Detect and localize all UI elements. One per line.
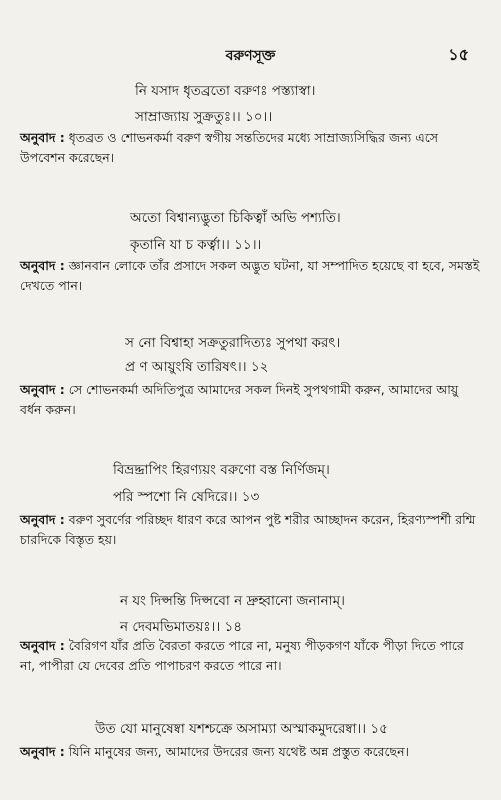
verse-13-translation [20,510,480,550]
translation-label: অনুবাদ : [20,638,65,653]
page-number: ১৫ [448,45,469,64]
verse-10-translation [20,128,480,168]
translation-label: অনুবাদ : [20,258,65,273]
translation-text: ধৃতব্রত ও শোভনকর্মা বরুণ স্বগীয় সন্ততিদের মধ্যে সাম্রাজ্যসিদ্ধির জন্য এসে উপবেশন করেছেন। [20,130,439,165]
verse-11-line-1: অতো বিশ্বান্যদ্ভুতা চিকিত্বাঁ অভি পশ্যতি। [130,210,341,226]
translation-label: অনুবাদ : [20,512,65,527]
translation-text: সে শোভনকর্মা অদিতিপুত্র আমাদের সকল দিনই সুপথগামী করুন, আমাদের আয়ু বর্ধন করুন। [20,382,459,417]
verse-10-line-1: নি যসাদ ধৃতব্রতো বরুণঃ পস্ত্যাস্বা। [135,83,316,99]
verse-10-line-2: সাম্রাজ্যায় সুক্রতুঃ।। ১০।। [135,109,273,125]
verse-15-line-1: উত যো মানুষেষ্বা যশশ্চক্রে অসাম্যা অস্মাকমুদরেষ্বা।। ১৫ [95,721,388,737]
verse-12-line-1: স নো বিশ্বাহা সক্রতুরাদিত্যঃ সুপথা করৎ। [125,335,341,351]
translation-text: যিনি মানুষের জন্য, আমাদের উদরের জন্য যথেষ্ট অন্ন প্রস্তুত করেছেন। [68,744,410,759]
translation-text: বরুণ সুবর্ণের পরিচ্ছদ ধারণ করে আপন পুষ্ট শরীর আচ্ছাদন করেন, হিরণ্যস্পর্শী রশ্মি চারদিকে বিস্তৃত হয়। [20,512,476,547]
translation-label: অনুবাদ : [20,744,65,759]
translation-text: বৈরিগণ যাঁর প্রতি বৈরতা করতে পারে না, মনুষ্য পীড়কগণ যাঁকে পীড়া দিতে পারে না, পাপীরা যে দেবের প্রতি পাপাচরণ করতে পারে না। [20,638,464,673]
verse-14-translation [20,636,480,676]
verse-13-line-1: বিভ্রদ্দ্রাপিং হিরণ্যয়ং বরুণো বস্ত নির্ণিজম্। [113,462,330,478]
verse-15-translation [20,742,480,762]
translation-label: অনুবাদ : [20,382,65,397]
verse-14-line-1: ন যং দিপ্সন্তি দিপ্সবো ন দ্রুহ্বানো জনানাম্। [120,593,345,609]
verse-14-line-2: ন দেবমভিমাতয়ঃ।। ১৪ [120,619,243,635]
translation-text: জ্ঞানবান লোকে তাঁর প্রসাদে সকল অদ্ভুত ঘটনা, যা সম্পাদিত হয়েছে বা হবে, সমস্তই দেখতে পান। [20,258,480,293]
verse-13-line-2: পরি স্পশো নি ষেদিরে।। ১৩ [113,489,260,505]
verse-12-line-2: প্র ণ আয়ুংষি তারিষৎ।। ১২ [125,359,269,375]
verse-12-translation [20,380,480,420]
translation-label: অনুবাদ : [20,130,65,145]
verse-11-line-2: কৃতানি যা চ কর্ত্বা।। ১১।। [130,237,262,253]
verse-11-translation [20,256,480,296]
page-header-title: বরুণসূক্ত [225,48,276,64]
